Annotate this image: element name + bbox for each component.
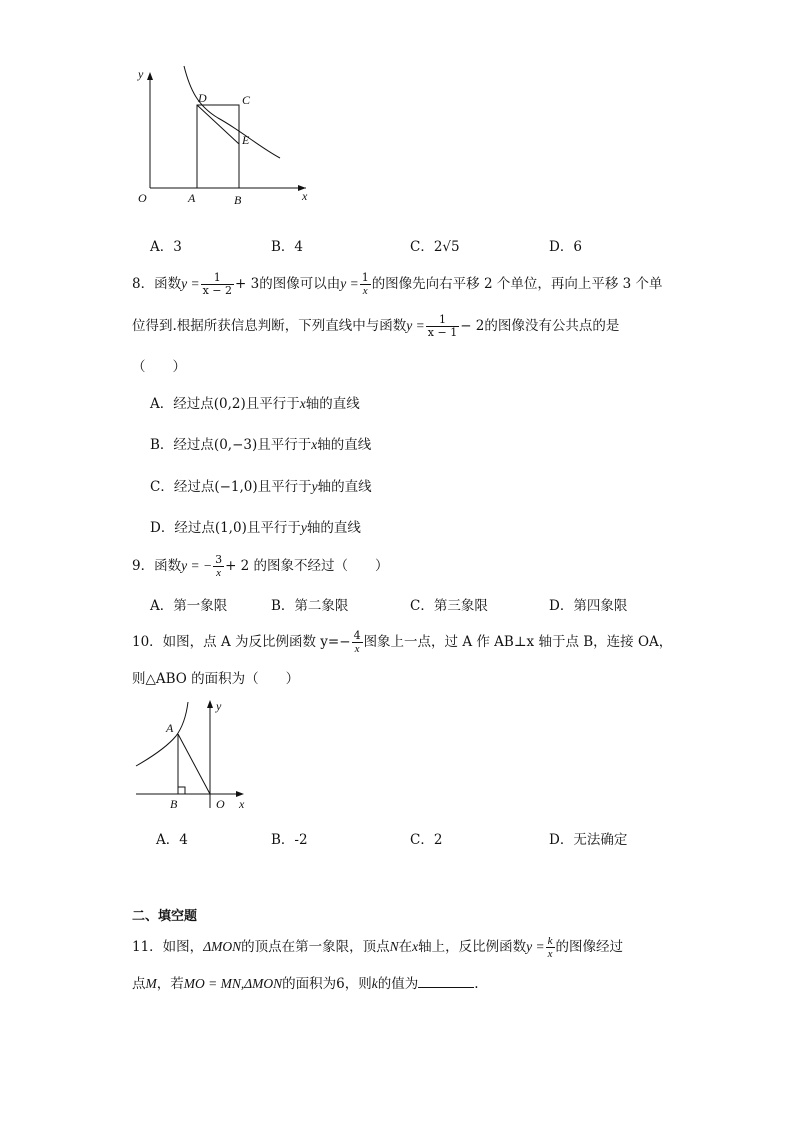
q9-stem: 9．函数y = − $\frac{3}{x}$ + 2 的图象不经过（ ） bbox=[132, 553, 389, 579]
q8-paren: （ ） bbox=[132, 359, 186, 375]
label-a: A bbox=[166, 721, 174, 735]
label-y: y bbox=[138, 67, 144, 81]
q10-line1: 10．如图，点 A 为反比例函数 y=− $\frac{4}{x}$ 图象上一点，过 A 作 AB⊥x 轴于点 B，连接 OA， bbox=[132, 629, 673, 655]
segment-de bbox=[197, 105, 239, 144]
q11-line1: 11．如图，ΔMON的顶点在第一象限，顶点N在x轴上，反比例函数y = $\frac{k}{x}$ 的图像经过 bbox=[132, 935, 624, 960]
q9-option-d: D．第四象限 bbox=[549, 598, 628, 614]
q8-option-c: C．经过点(−1,0)且平行于y轴的直线 bbox=[150, 479, 372, 495]
hyperbola-curve bbox=[184, 66, 280, 158]
axes bbox=[147, 72, 306, 191]
label-c: C bbox=[242, 93, 251, 107]
q7-option-c: C．2√5 bbox=[410, 239, 460, 255]
q8-option-b: B．经过点(0,−3)且平行于x轴的直线 bbox=[150, 437, 372, 453]
label-x: x bbox=[302, 189, 308, 203]
q9-option-a: A．第一象限 bbox=[150, 598, 228, 614]
q10-option-a: A．4 bbox=[156, 832, 188, 848]
label-o: O bbox=[216, 797, 225, 811]
segment-ao bbox=[178, 734, 210, 794]
q10-option-d: D．无法确定 bbox=[549, 832, 628, 848]
q7-option-d: D．6 bbox=[549, 239, 582, 255]
section-title: 二、填空题 bbox=[132, 909, 198, 924]
q9-option-c: C．第三象限 bbox=[410, 598, 488, 614]
answer-blank[interactable] bbox=[418, 973, 474, 988]
label-o: O bbox=[138, 191, 147, 205]
label-a: A bbox=[188, 191, 196, 205]
q10-option-c: C．2 bbox=[410, 832, 443, 848]
label-b: B bbox=[170, 797, 178, 811]
q8-line1: 8．函数y = $\frac{1}{x - 2}$ + 3的图像可以由y = $\frac{1}{x}$ 的图像先向右平移 2 个单位，再向上平移 3 个单 bbox=[132, 271, 663, 297]
q11-line2: 点M，若MO = MN,ΔMON的面积为6，则k的值为 . bbox=[132, 973, 479, 993]
q7-option-b: B．4 bbox=[271, 239, 304, 255]
figure-q10-graph bbox=[130, 696, 260, 814]
q8-option-d: D．经过点(1,0)且平行于y轴的直线 bbox=[150, 520, 361, 536]
q9-option-b: B．第二象限 bbox=[271, 598, 349, 614]
axes bbox=[136, 700, 244, 808]
label-e: E bbox=[242, 133, 250, 147]
label-b: B bbox=[234, 193, 242, 207]
label-y: y bbox=[216, 699, 222, 713]
q10-option-b: B．-2 bbox=[271, 832, 308, 848]
q8-option-a: A．经过点(0,2)且平行于x轴的直线 bbox=[150, 396, 360, 412]
figure-q7-graph bbox=[128, 60, 318, 210]
label-d: D bbox=[198, 91, 207, 105]
right-angle-mark bbox=[178, 787, 185, 794]
label-x: x bbox=[239, 797, 245, 811]
q7-option-a: A．3 bbox=[150, 239, 182, 255]
q10-line2: 则△ABO 的面积为（ ） bbox=[132, 671, 300, 687]
q8-line2: 位得到.根据所获信息判断，下列直线中与函数y = $\frac{1}{x - 1}$ − 2的图像没有公共点的是 bbox=[132, 313, 620, 339]
hyperbola-curve bbox=[136, 702, 188, 766]
